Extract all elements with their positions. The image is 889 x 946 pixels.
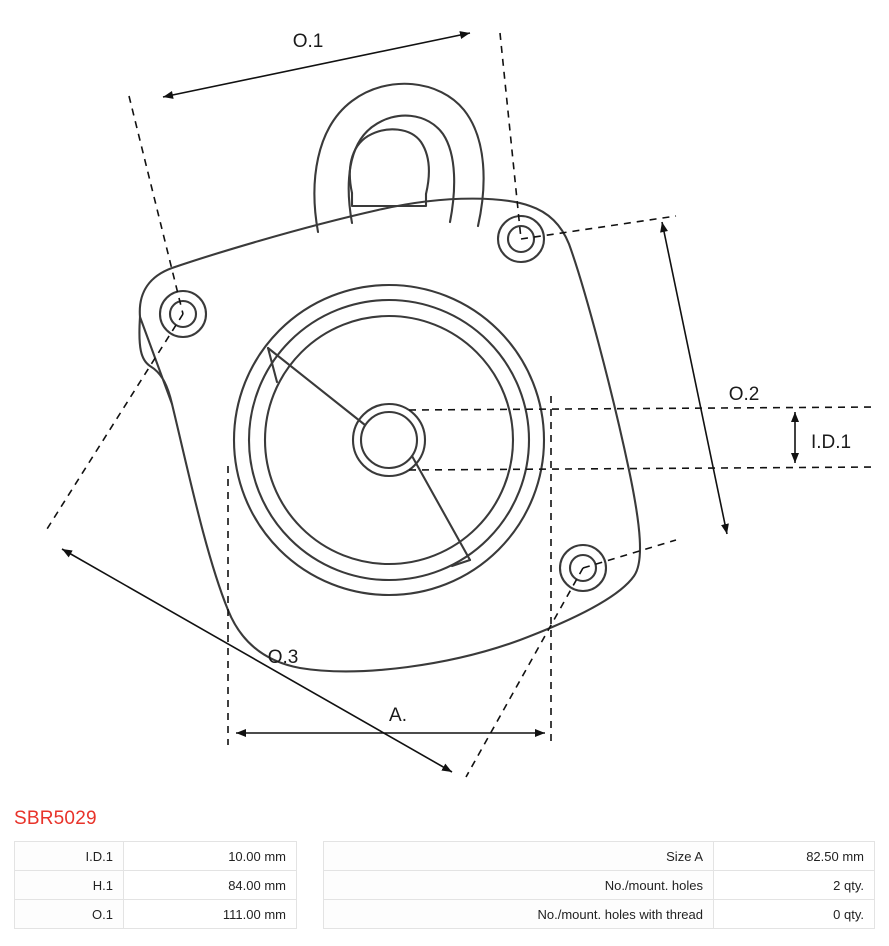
label-a: A.	[389, 705, 407, 726]
table-row	[15, 842, 875, 871]
table-row	[15, 871, 875, 900]
dim-a	[228, 396, 551, 745]
spec-label-id1: I.D.1	[15, 842, 124, 871]
spec-value-mount-holes: 2 qty.	[714, 871, 875, 900]
label-o1: O.1	[292, 31, 324, 52]
spec-value-threaded-holes: 0 qty.	[714, 900, 875, 929]
dim-o2	[521, 216, 727, 568]
table-gap	[297, 842, 324, 871]
spec-table	[14, 841, 875, 929]
spec-label-threaded-holes: No./mount. holes with thread	[324, 900, 714, 929]
part-code: SBR5029	[14, 808, 97, 829]
spec-value-o1: 111.00 mm	[124, 900, 297, 929]
part-outline	[139, 84, 640, 672]
dimension-labels	[268, 31, 851, 726]
spec-value-h1: 84.00 mm	[124, 871, 297, 900]
spec-label-o1: O.1	[15, 900, 124, 929]
spec-label-size-a: Size A	[324, 842, 714, 871]
table-gap	[297, 871, 324, 900]
label-o3: O.3	[267, 647, 299, 668]
dim-id1	[409, 407, 877, 470]
label-id1: I.D.1	[811, 432, 852, 453]
spec-value-size-a: 82.50 mm	[714, 842, 875, 871]
table-gap	[297, 900, 324, 929]
spec-value-id1: 10.00 mm	[124, 842, 297, 871]
dim-o1	[129, 33, 521, 314]
spec-label-h1: H.1	[15, 871, 124, 900]
table-row	[15, 900, 875, 929]
spec-label-mount-holes: No./mount. holes	[324, 871, 714, 900]
label-o2: O.2	[728, 384, 760, 405]
